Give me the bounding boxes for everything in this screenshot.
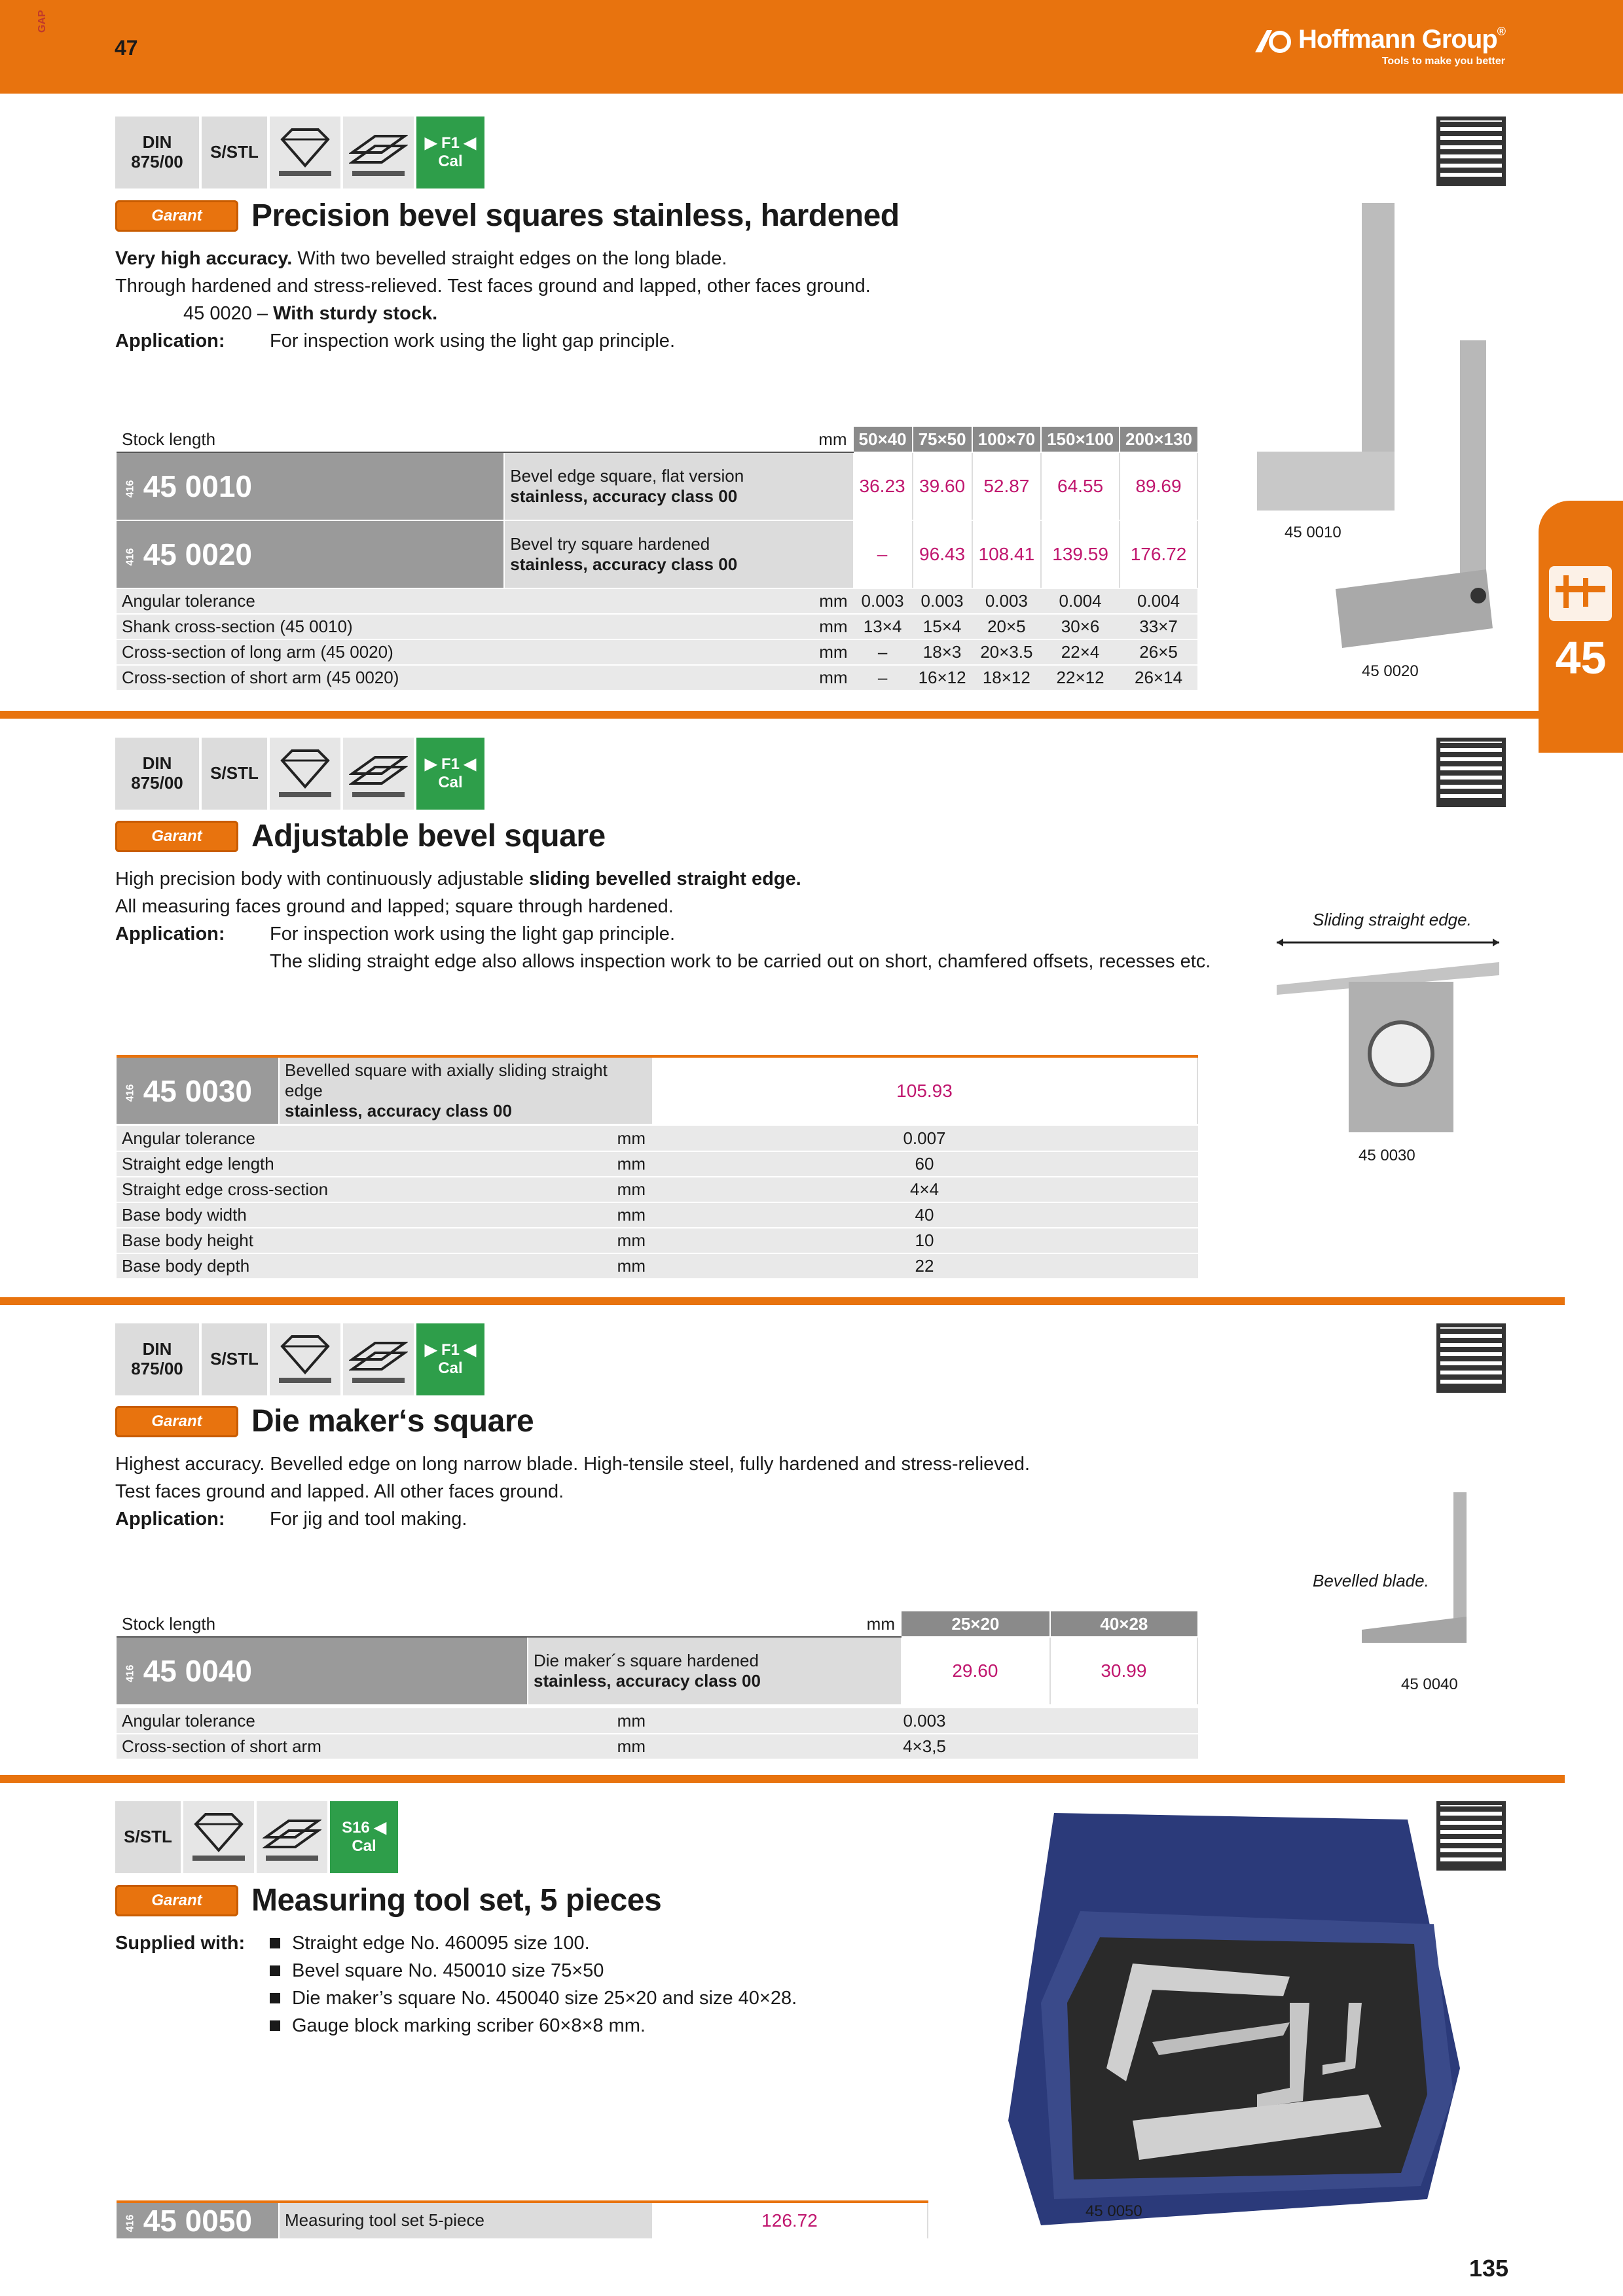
price-cell: 39.60 (913, 452, 972, 520)
spec-unit: mm (528, 1202, 651, 1228)
spec-row (117, 614, 1197, 639)
spec-row (117, 1708, 1198, 1734)
spec-label: Straight edge cross-section (117, 1177, 528, 1202)
article-description (528, 1637, 901, 1705)
desc1: Bevelled square with axially sliding straight edge (285, 1060, 608, 1100)
price-cell: 96.43 (913, 520, 972, 588)
desc2: stainless, accuracy class 00 (510, 554, 738, 574)
spec-label: Cross-section of short arm (117, 1734, 528, 1759)
article-description (504, 452, 852, 520)
spec-row (117, 1734, 1198, 1759)
spec-value: 22×12 (1041, 665, 1120, 691)
size-header: 50×40 (853, 427, 913, 452)
spec-unit: mm (528, 1253, 651, 1279)
lapped-icon (257, 1801, 327, 1873)
spec-unit: mm (528, 1228, 651, 1253)
price-table-4 (117, 2200, 928, 2240)
spec-value: 0.003 (651, 1708, 1198, 1734)
desc-line: Highest accuracy. Bevelled edge on long narrow blade. High-tensile steel, fully hardened and stress-relieved. (115, 1454, 1030, 1475)
spec-row (117, 639, 1197, 665)
application-label: Application: (115, 331, 225, 352)
list-item-text: Bevel square No. 450010 size 75×50 (292, 1960, 604, 1982)
cal-label: Cal (438, 152, 463, 170)
badge-row-1 (115, 117, 484, 188)
price-cell: 29.60 (901, 1637, 1050, 1705)
garant-logo: Garant (115, 200, 238, 232)
article-row (117, 452, 1197, 520)
desc-bold: Very high accuracy. (115, 248, 293, 269)
spec-value: 10 (651, 1228, 1198, 1253)
lapped-icon (343, 738, 414, 810)
desc-bold: sliding bevelled straight edge. (528, 869, 801, 889)
article-no: 45 0030 (143, 1073, 252, 1108)
spec-value: – (853, 639, 913, 665)
din-badge: DIN 875/00 (115, 1323, 199, 1395)
unit-label: mm (504, 427, 852, 452)
spec-value: 0.003 (853, 588, 913, 614)
desc1: Bevel edge square, flat version (510, 465, 744, 486)
article-number (117, 452, 504, 520)
spec-value: 0.003 (972, 588, 1041, 614)
spec-value: 0.004 (1041, 588, 1120, 614)
section-separator (0, 1775, 1565, 1783)
spec-unit: mm (528, 1734, 651, 1759)
article-tag: 416 (124, 1664, 136, 1683)
din-badge: DIN 875/00 (115, 117, 199, 188)
spec-label: Cross-section of short arm (45 0020) (117, 665, 504, 691)
s16-label: S16 ◀ (342, 1819, 386, 1837)
list-item-text: Gauge block marking scriber 60×8×8 mm. (292, 2015, 646, 2037)
spec-unit: mm (528, 1177, 651, 1202)
desc-text: High precision body with continuously adjustable (115, 869, 529, 889)
spec-label: Angular tolerance (117, 1708, 528, 1734)
spec-row (117, 1126, 1198, 1151)
brand-logo (1252, 25, 1505, 67)
price-table-1 (117, 427, 1198, 691)
f1-label: ▶ F1 ◀ (424, 1341, 477, 1359)
page-number: 135 (1468, 2255, 1508, 2282)
spec-value: 0.003 (913, 588, 972, 614)
list-item (270, 2012, 797, 2039)
spec-label: Angular tolerance (117, 1126, 528, 1151)
size-header: 100×70 (972, 427, 1041, 452)
supplied-list (115, 1929, 1032, 2039)
cal-label: Cal (352, 1837, 376, 1855)
list-item-text: Die maker’s square No. 450040 size 25×20 and size 40×28. (292, 1988, 797, 2009)
price-cell: 64.55 (1041, 452, 1120, 520)
spec-value: 15×4 (913, 614, 972, 639)
image-caption-italic: Sliding straight edge. (1313, 910, 1472, 929)
article-tag: 416 (124, 480, 136, 498)
application-label: Application: (115, 1509, 225, 1530)
article-tag: 416 (124, 548, 136, 566)
spec-row (117, 665, 1197, 691)
tool-set-case-image (1002, 1806, 1473, 2232)
section-title: Precision bevel squares stainless, hardened (251, 198, 900, 233)
diamond-icon (183, 1801, 254, 1873)
section-description (115, 245, 1228, 355)
qr-code-icon[interactable] (1436, 738, 1506, 807)
list-item (270, 1929, 797, 1957)
desc-text: With two bevelled straight edges on the long blade. (292, 248, 727, 269)
spec-label: Cross-section of long arm (45 0020) (117, 639, 504, 665)
spec-value: 18×12 (972, 665, 1041, 691)
price-cell: 105.93 (652, 1056, 1197, 1124)
size-header: 200×130 (1120, 427, 1197, 452)
spec-value: – (853, 665, 913, 691)
desc1: Die maker´s square hardened (534, 1650, 759, 1670)
stock-label: Stock length (117, 427, 504, 452)
article-no: 45 0020 (143, 537, 252, 571)
caliper-icon (1549, 566, 1612, 621)
price-cell: 126.72 (652, 2202, 928, 2239)
spec-label: Angular tolerance (117, 588, 504, 614)
spec-value: 0.004 (1120, 588, 1197, 614)
image-caption: 45 0040 (1401, 1676, 1458, 1693)
article-description (279, 1056, 652, 1124)
lapped-icon (343, 1323, 414, 1395)
spec-unit: mm (504, 614, 852, 639)
spec-unit: mm (504, 588, 852, 614)
try-square-image (1329, 334, 1506, 648)
section-description (115, 1450, 1228, 1533)
desc2: stainless, accuracy class 00 (534, 1671, 761, 1691)
spec-value: 18×3 (913, 639, 972, 665)
price-cell: 30.99 (1050, 1637, 1197, 1705)
desc-line: Test faces ground and lapped. All other faces ground. (115, 1481, 564, 1503)
article-tag: 416 (124, 1084, 136, 1102)
note-bold: With sturdy stock. (273, 303, 438, 325)
spec-row (117, 1177, 1198, 1202)
hoffmann-logo-icon (1252, 27, 1294, 54)
section-title: Measuring tool set, 5 pieces (251, 1883, 662, 1918)
spec-value: 33×7 (1120, 614, 1197, 639)
article-number (117, 520, 504, 588)
size-header: 40×28 (1050, 1611, 1197, 1637)
spec-value: 22×4 (1041, 639, 1120, 665)
price-table-2 (117, 1055, 1198, 1125)
spec-value: 20×5 (972, 614, 1041, 639)
spec-value: 4×3,5 (651, 1734, 1198, 1759)
brand-tagline: Tools to make you better (1381, 56, 1505, 67)
image-caption-italic: Bevelled blade. (1313, 1571, 1429, 1590)
spec-value: 22 (651, 1253, 1198, 1279)
spec-table-3 (117, 1708, 1198, 1760)
spec-unit: mm (528, 1126, 651, 1151)
f1-label: ▶ F1 ◀ (424, 755, 477, 774)
desc2: stainless, accuracy class 00 (510, 486, 738, 506)
desc-line: Through hardened and stress-relieved. Test faces ground and lapped, other faces ground. (115, 276, 871, 297)
article-number (117, 2202, 279, 2239)
price-cell: 176.72 (1120, 520, 1197, 588)
section-title: Die maker‘s square (251, 1404, 534, 1439)
price-cell: 36.23 (853, 452, 913, 520)
price-cell: 139.59 (1041, 520, 1120, 588)
image-caption: 45 0050 (1085, 2202, 1142, 2220)
price-table-3 (117, 1611, 1198, 1706)
article-tag: 416 (124, 2214, 136, 2233)
die-maker-square-image (1349, 1486, 1480, 1643)
article-number (117, 1056, 279, 1124)
badge-row-4 (115, 1801, 398, 1873)
article-description (504, 520, 852, 588)
application-text-2: The sliding straight edge also allows inspection work to be carried out on short, chamfered offsets, recesses etc. (270, 951, 1211, 973)
spec-row (117, 1228, 1198, 1253)
material-badge: S/STL (202, 738, 267, 810)
spec-value: 4×4 (651, 1177, 1198, 1202)
note-prefix: 45 0020 – (183, 303, 274, 325)
lapped-icon (343, 117, 414, 188)
section-description (115, 865, 1228, 975)
image-caption: 45 0020 (1362, 662, 1419, 680)
price-cell: 108.41 (972, 520, 1041, 588)
list-item (270, 1957, 797, 1984)
spec-unit: mm (528, 1151, 651, 1177)
article-number (117, 1637, 528, 1705)
application-text: For inspection work using the light gap principle. (270, 331, 675, 352)
price-cell: 52.87 (972, 452, 1041, 520)
gap-tag: GAP (37, 10, 48, 33)
spec-label: Base body width (117, 1202, 528, 1228)
price-cell: – (853, 520, 913, 588)
unit-label: mm (528, 1611, 901, 1637)
chapter-number: 45 (1555, 632, 1607, 683)
stock-label: Stock length (117, 1611, 528, 1637)
badge-row-2 (115, 738, 484, 810)
badge-row-3 (115, 1323, 484, 1395)
f1-cal-badge (416, 1323, 484, 1395)
qr-code-icon[interactable] (1436, 117, 1506, 186)
article-no: 45 0040 (143, 1654, 252, 1688)
garant-logo: Garant (115, 1885, 238, 1916)
size-header: 25×20 (901, 1611, 1050, 1637)
spec-table-2 (117, 1126, 1198, 1280)
section-separator (0, 711, 1565, 719)
spec-value: 20×3.5 (972, 639, 1041, 665)
spec-row (117, 588, 1197, 614)
supplied-label: Supplied with: (115, 1933, 246, 1954)
section-separator (0, 1297, 1565, 1305)
desc-line: All measuring faces ground and lapped; square through hardened. (115, 896, 674, 918)
spec-value: 26×14 (1120, 665, 1197, 691)
spec-label: Base body height (117, 1228, 528, 1253)
list-item (270, 1984, 797, 2012)
f1-cal-badge (416, 738, 484, 810)
brand-mark: ® (1497, 25, 1505, 38)
spec-row (117, 1202, 1198, 1228)
diamond-icon (270, 117, 340, 188)
spec-value: 26×5 (1120, 639, 1197, 665)
garant-logo: Garant (115, 821, 238, 852)
article-row (117, 1056, 1197, 1124)
spec-unit: mm (528, 1708, 651, 1734)
spec-value: 16×12 (913, 665, 972, 691)
s16-cal-badge (330, 1801, 398, 1873)
page-number-top: 47 (115, 36, 138, 60)
size-header: 150×100 (1041, 427, 1120, 452)
list-item-text: Straight edge No. 460095 size 100. (292, 1933, 590, 1954)
application-label: Application: (115, 924, 225, 945)
size-header: 75×50 (913, 427, 972, 452)
desc2: stainless, accuracy class 00 (285, 1101, 512, 1121)
diamond-icon (270, 738, 340, 810)
image-caption: 45 0030 (1359, 1147, 1415, 1164)
image-caption: 45 0010 (1285, 524, 1341, 541)
din-badge: DIN 875/00 (115, 738, 199, 810)
diamond-icon (270, 1323, 340, 1395)
spec-unit: mm (504, 639, 852, 665)
qr-code-icon[interactable] (1436, 1323, 1506, 1393)
material-badge: S/STL (202, 1323, 267, 1395)
spec-label: Straight edge length (117, 1151, 528, 1177)
spec-value: 60 (651, 1151, 1198, 1177)
spec-label: Base body depth (117, 1253, 528, 1279)
garant-logo: Garant (115, 1406, 238, 1437)
article-row (117, 2202, 928, 2239)
spec-unit: mm (504, 665, 852, 691)
desc1: Bevel try square hardened (510, 533, 710, 554)
f1-label: ▶ F1 ◀ (424, 134, 477, 152)
table-header (117, 427, 1197, 452)
article-no: 45 0050 (143, 2204, 252, 2238)
material-badge: S/STL (115, 1801, 181, 1873)
table-header (117, 1611, 1197, 1637)
adjustable-square-image (1270, 929, 1506, 1139)
spec-row (117, 1151, 1198, 1177)
article-description: Measuring tool set 5-piece (279, 2202, 652, 2239)
price-cell: 89.69 (1120, 452, 1197, 520)
spec-row (117, 1253, 1198, 1279)
article-row (117, 520, 1197, 588)
spec-value: 0.007 (651, 1126, 1198, 1151)
application-text: For inspection work using the light gap principle. (270, 924, 675, 945)
section-title: Adjustable bevel square (251, 819, 606, 853)
brand-name: Hoffmann Group (1298, 25, 1497, 54)
article-no: 45 0010 (143, 469, 252, 503)
application-text: For jig and tool making. (270, 1509, 467, 1530)
spec-value: 13×4 (853, 614, 913, 639)
cal-label: Cal (438, 1359, 463, 1377)
spec-label: Shank cross-section (45 0010) (117, 614, 504, 639)
article-row (117, 1637, 1197, 1705)
spec-value: 30×6 (1041, 614, 1120, 639)
cal-label: Cal (438, 774, 463, 791)
material-badge: S/STL (202, 117, 267, 188)
f1-cal-badge (416, 117, 484, 188)
spec-value: 40 (651, 1202, 1198, 1228)
